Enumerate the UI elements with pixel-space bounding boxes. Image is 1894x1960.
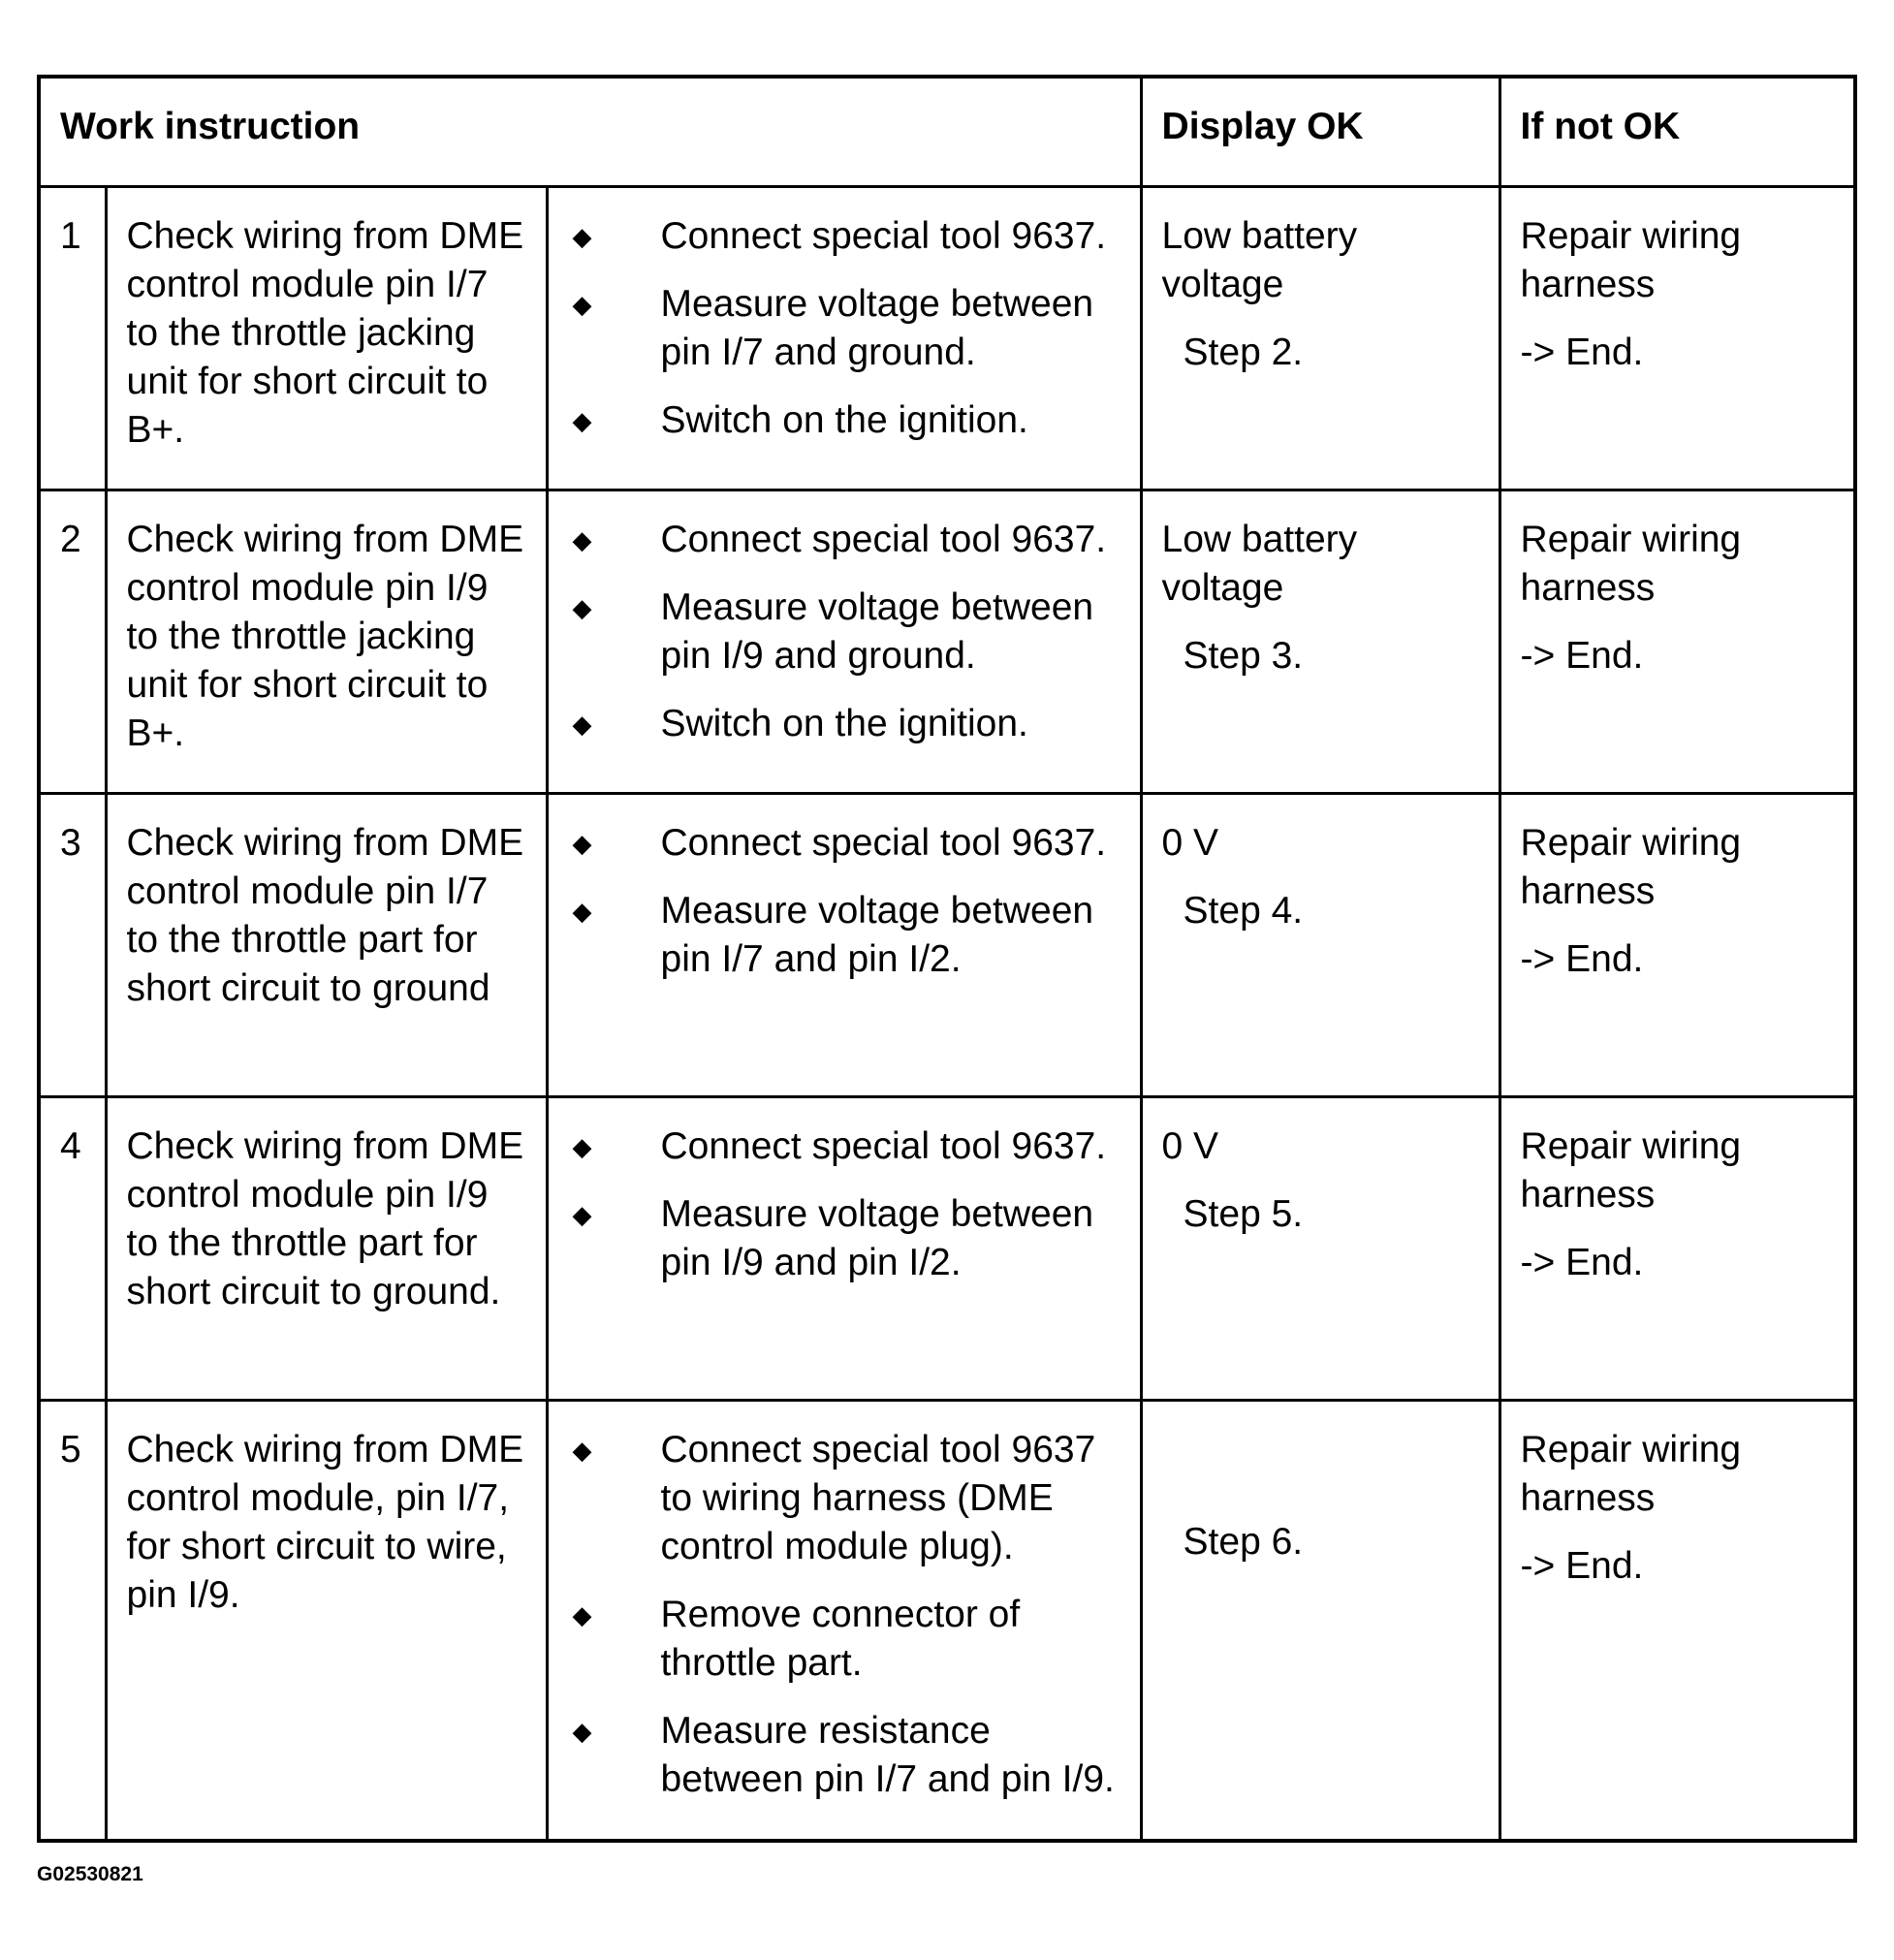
action-item (549, 700, 1128, 748)
step-number: 3 (39, 793, 106, 1096)
step-number: 4 (39, 1096, 106, 1400)
display-ok-cell (1141, 186, 1499, 490)
action-text: Measure resistance between pin I/7 and pin I/9. (660, 1709, 1115, 1800)
if-not-ok-cell (1499, 1400, 1855, 1841)
action-item (549, 1707, 1128, 1804)
table-row (39, 490, 1855, 793)
diamond-bullet-icon: ◆ (572, 1716, 592, 1746)
action-text: Measure voltage between pin I/7 and pin I/2. (660, 889, 1094, 980)
action-list (549, 819, 1128, 984)
step-number: 1 (39, 186, 106, 490)
next-step-label: Step 6. (1183, 1520, 1304, 1563)
repair-instruction: Repair wiring harness (1520, 214, 1742, 305)
action-item (549, 584, 1128, 680)
action-text: Connect special tool 9637. (660, 821, 1107, 864)
display-ok-value: Low battery voltage (1161, 518, 1358, 609)
diamond-bullet-icon: ◆ (572, 524, 592, 554)
table-row (39, 1096, 1855, 1400)
display-ok-cell (1141, 1096, 1499, 1400)
action-text: Remove connector of throttle part. (660, 1593, 1021, 1684)
end-label: -> End. (1520, 937, 1644, 980)
display-ok-value: 0 V (1161, 821, 1219, 864)
action-list (549, 1122, 1128, 1287)
action-list (549, 212, 1128, 445)
next-step-label: Step 4. (1183, 889, 1304, 932)
diamond-bullet-icon: ◆ (572, 1435, 592, 1465)
next-step-label: Step 5. (1183, 1192, 1304, 1235)
step-description: Check wiring from DME control module, pin I/7, for short circuit to wire, pin I/9. (106, 1400, 547, 1841)
step-number: 5 (39, 1400, 106, 1841)
end-label: -> End. (1520, 1241, 1644, 1283)
action-text: Connect special tool 9637. (660, 518, 1107, 560)
if-not-ok-cell (1499, 490, 1855, 793)
display-ok-cell (1141, 793, 1499, 1096)
display-ok-cell (1141, 1400, 1499, 1841)
if-not-ok-cell (1499, 1096, 1855, 1400)
display-ok-value: 0 V (1161, 1124, 1219, 1167)
display-ok-value: Low battery voltage (1161, 214, 1358, 305)
action-text: Measure voltage between pin I/9 and ground. (660, 585, 1094, 677)
end-label: -> End. (1520, 1544, 1644, 1587)
figure-id: G02530821 (37, 1863, 143, 1885)
action-item (549, 396, 1128, 445)
repair-instruction: Repair wiring harness (1520, 1124, 1742, 1216)
diamond-bullet-icon: ◆ (572, 896, 592, 926)
display-ok-header: Display OK (1141, 77, 1499, 186)
action-item (549, 516, 1128, 564)
repair-instruction: Repair wiring harness (1520, 821, 1742, 912)
diamond-bullet-icon: ◆ (572, 289, 592, 319)
step-actions (547, 1400, 1141, 1841)
action-item (549, 280, 1128, 377)
table-row (39, 1400, 1855, 1841)
action-text: Connect special tool 9637 to wiring harness (DME control module plug). (660, 1428, 1096, 1567)
table-body (39, 186, 1855, 1841)
action-text: Switch on the ignition. (660, 702, 1028, 744)
action-text: Switch on the ignition. (660, 398, 1028, 441)
diamond-bullet-icon: ◆ (572, 709, 592, 739)
if-not-ok-cell (1499, 793, 1855, 1096)
action-text: Measure voltage between pin I/9 and pin I/2. (660, 1192, 1094, 1283)
action-item (549, 819, 1128, 868)
if-not-ok-cell (1499, 186, 1855, 490)
step-description: Check wiring from DME control module pin I/7 to the throttle part for short circuit to ground (106, 793, 547, 1096)
next-step-label: Step 3. (1183, 634, 1304, 677)
step-description: Check wiring from DME control module pin I/9 to the throttle jacking unit for short circuit to B+. (106, 490, 547, 793)
action-item (549, 1190, 1128, 1287)
repair-instruction: Repair wiring harness (1520, 1428, 1742, 1519)
work-instruction-header: Work instruction (39, 77, 1141, 186)
diamond-bullet-icon: ◆ (572, 1599, 592, 1629)
if-not-ok-header: If not OK (1499, 77, 1855, 186)
action-text: Connect special tool 9637. (660, 1124, 1107, 1167)
action-list (549, 516, 1128, 748)
action-item (549, 887, 1128, 984)
action-item (549, 1122, 1128, 1171)
diamond-bullet-icon: ◆ (572, 405, 592, 435)
work-instruction-table (37, 75, 1857, 1843)
action-item (549, 1426, 1128, 1571)
table-row (39, 186, 1855, 490)
step-actions (547, 1096, 1141, 1400)
diamond-bullet-icon: ◆ (572, 1199, 592, 1229)
step-actions (547, 793, 1141, 1096)
step-actions (547, 186, 1141, 490)
step-actions (547, 490, 1141, 793)
diamond-bullet-icon: ◆ (572, 1131, 592, 1161)
next-step-label: Step 2. (1183, 331, 1304, 373)
step-description: Check wiring from DME control module pin I/7 to the throttle jacking unit for short circuit to B+. (106, 186, 547, 490)
action-item (549, 212, 1128, 261)
header-row (39, 77, 1855, 186)
diamond-bullet-icon: ◆ (572, 592, 592, 622)
diamond-bullet-icon: ◆ (572, 221, 592, 251)
step-number: 2 (39, 490, 106, 793)
action-list (549, 1426, 1128, 1804)
end-label: -> End. (1520, 331, 1644, 373)
diamond-bullet-icon: ◆ (572, 828, 592, 858)
action-item (549, 1591, 1128, 1688)
repair-instruction: Repair wiring harness (1520, 518, 1742, 609)
step-description: Check wiring from DME control module pin I/9 to the throttle part for short circuit to ground. (106, 1096, 547, 1400)
action-text: Measure voltage between pin I/7 and ground. (660, 282, 1094, 373)
display-ok-cell (1141, 490, 1499, 793)
action-text: Connect special tool 9637. (660, 214, 1107, 257)
end-label: -> End. (1520, 634, 1644, 677)
table-row (39, 793, 1855, 1096)
